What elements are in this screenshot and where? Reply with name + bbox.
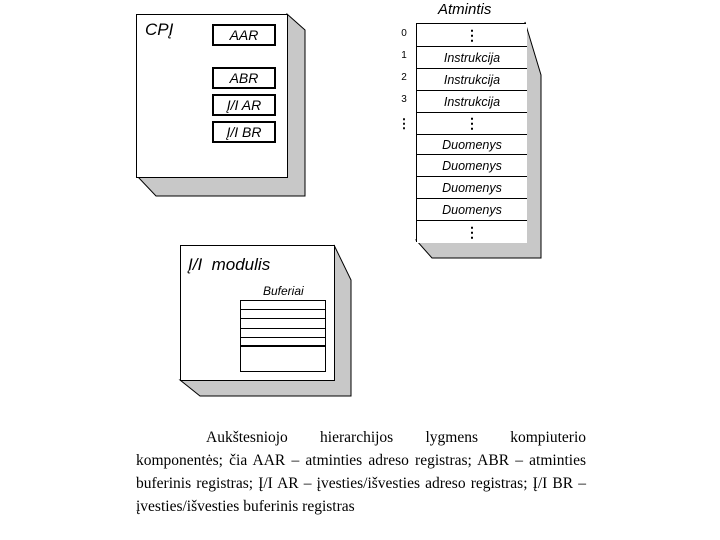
register-io-ar: Į/I AR	[212, 94, 276, 116]
register-io-br: Į/I BR	[212, 121, 276, 143]
memory-row-label: Instrukcija	[443, 50, 501, 65]
memory-row-label: ⋮	[465, 115, 479, 131]
memory-row-label: Duomenys	[442, 137, 502, 152]
memory-row	[417, 24, 527, 47]
memory-row-label: Instrukcija	[443, 72, 501, 87]
register-aar: AAR	[212, 24, 276, 46]
memory-row-index: 3	[401, 94, 407, 105]
memory-row-index: 0	[401, 27, 407, 39]
caption-text: Aukštesniojo hierarchijos lygmens kompiuterio komponentės; čia AAR – atminties adreso registras; ABR – atminties buferinis registras; Į/I AR – įvesties/išvesties adreso registras; Į/I BR – įvesties/išvesties buferinis registras	[136, 429, 586, 515]
memory-row	[417, 135, 527, 155]
memory-row	[417, 155, 527, 177]
memory-box	[416, 23, 526, 242]
memory-row-label: Duomenys	[442, 180, 502, 195]
memory-row-label: Instrukcija	[443, 94, 501, 109]
memory-row	[417, 221, 527, 243]
memory-row-index: ⋮	[397, 116, 411, 131]
buffer-stack	[240, 300, 326, 372]
memory-row-label: Duomenys	[442, 158, 502, 173]
memory-title: Atmintis	[438, 1, 492, 18]
memory-row-index: 1	[401, 50, 407, 61]
memory-row	[417, 113, 527, 135]
cpu-title: CPĮ	[145, 20, 174, 39]
memory-row-label: Duomenys	[442, 202, 502, 217]
io-module-title: Į/I modulis	[188, 255, 271, 274]
memory-row	[417, 69, 527, 91]
memory-row	[417, 177, 527, 199]
memory-row-label: ⋮	[465, 26, 479, 43]
memory-row-label: ⋮	[465, 223, 479, 240]
register-abr: ABR	[212, 67, 276, 89]
buffers-label: Buferiai	[263, 284, 304, 298]
memory-row	[417, 199, 527, 221]
memory-row	[417, 91, 527, 113]
memory-row-index: 2	[401, 72, 407, 83]
figure-caption	[136, 426, 586, 518]
memory-row	[417, 47, 527, 69]
